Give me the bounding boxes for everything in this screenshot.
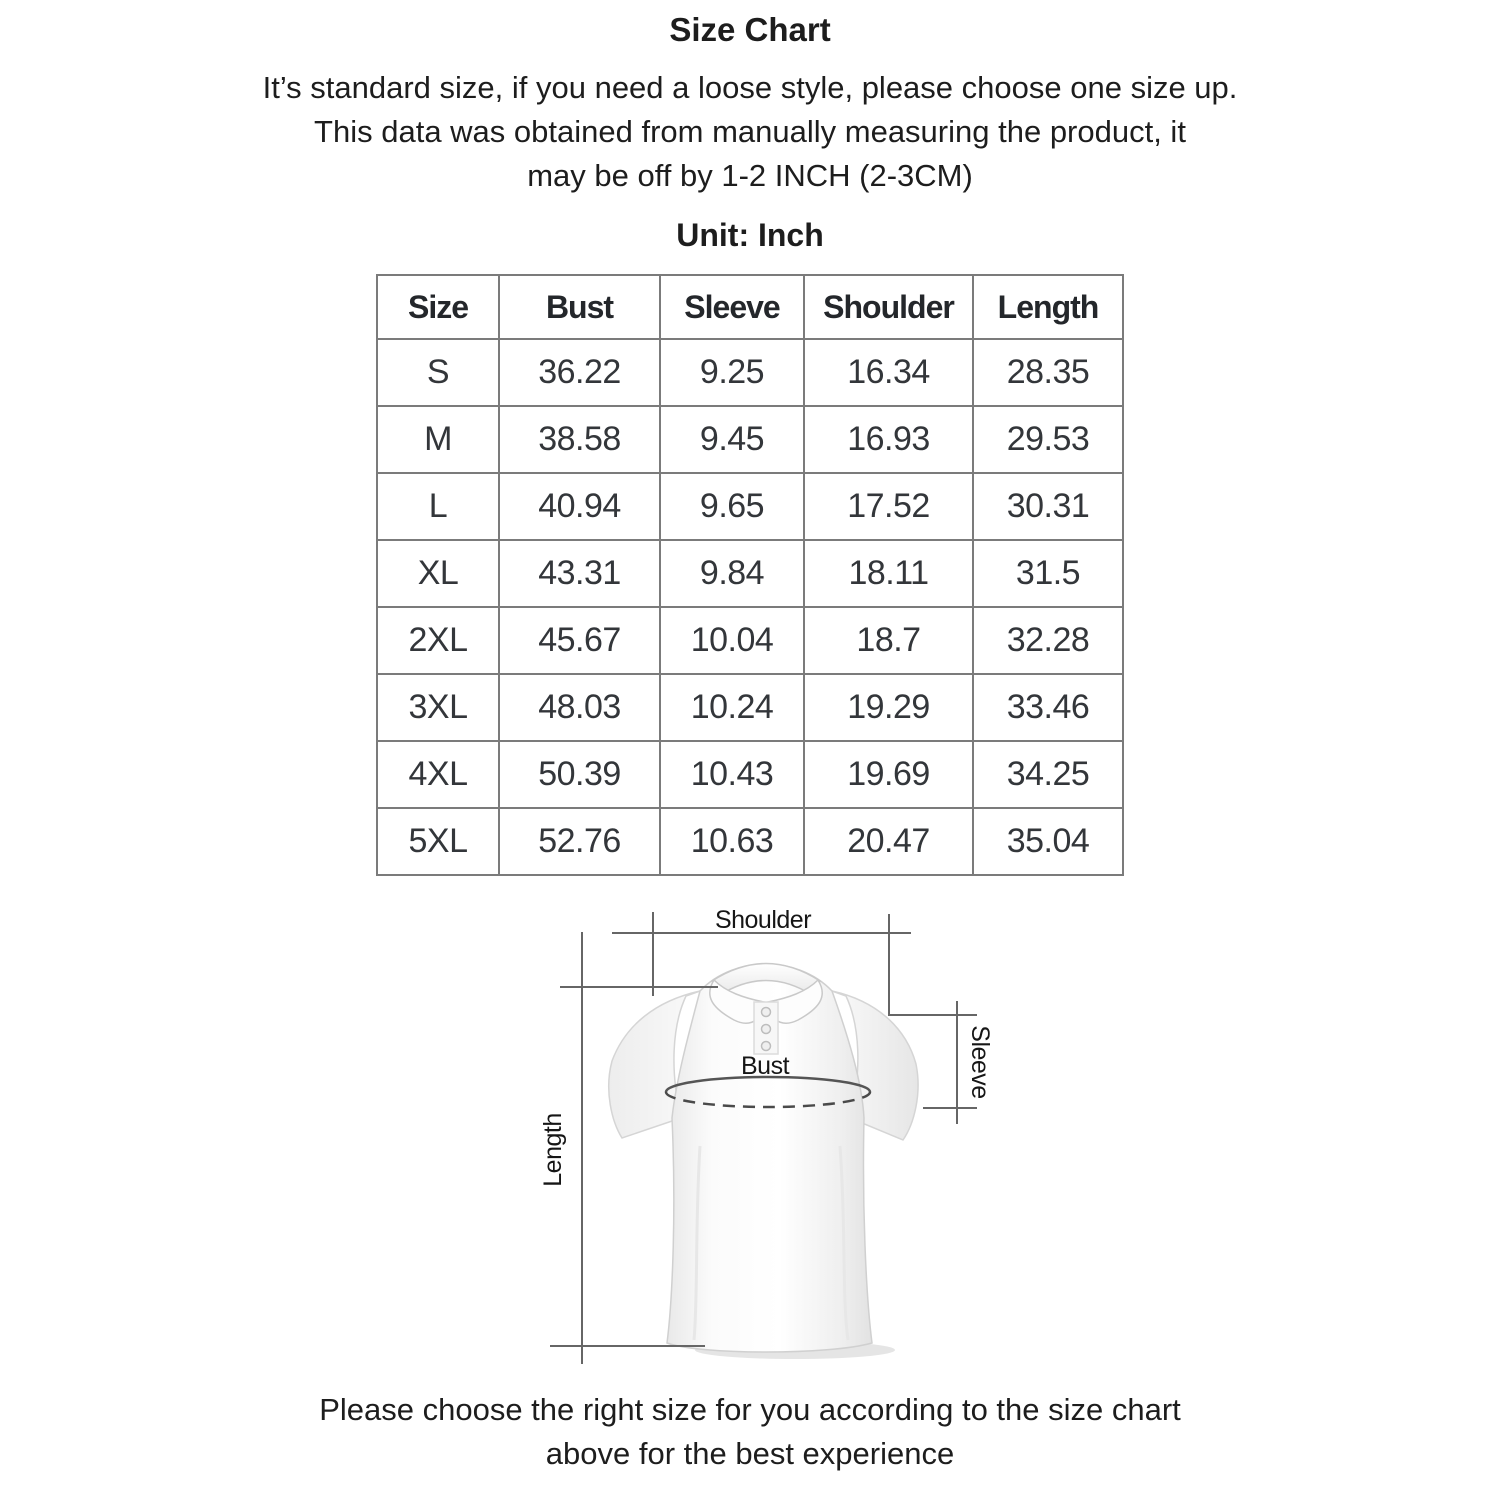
size-cell: S <box>377 339 499 406</box>
size-table <box>376 274 1124 876</box>
value-cell: 16.34 <box>804 339 973 406</box>
value-cell: 33.46 <box>973 674 1123 741</box>
table-row <box>377 406 1123 473</box>
table-row <box>377 741 1123 808</box>
size-note-line: It’s standard size, if you need a loose style, please choose one size up. <box>262 70 1238 105</box>
value-cell: 28.35 <box>973 339 1123 406</box>
table-row <box>377 473 1123 540</box>
column-header: Size <box>377 275 499 339</box>
column-header: Length <box>973 275 1123 339</box>
table-row <box>377 808 1123 875</box>
value-cell: 18.7 <box>804 607 973 674</box>
value-cell: 45.67 <box>499 607 660 674</box>
value-cell: 48.03 <box>499 674 660 741</box>
value-cell: 9.25 <box>660 339 804 406</box>
value-cell: 50.39 <box>499 741 660 808</box>
column-header: Sleeve <box>660 275 804 339</box>
shirt-button <box>762 1008 771 1017</box>
value-cell: 10.24 <box>660 674 804 741</box>
size-cell: 5XL <box>377 808 499 875</box>
shoulder-label: Shoulder <box>714 906 812 934</box>
size-cell: XL <box>377 540 499 607</box>
size-note <box>0 66 1500 198</box>
value-cell: 9.45 <box>660 406 804 473</box>
value-cell: 30.31 <box>973 473 1123 540</box>
value-cell: 36.22 <box>499 339 660 406</box>
value-cell: 9.65 <box>660 473 804 540</box>
footer-note-line: Please choose the right size for you according to the size chart <box>319 1392 1181 1427</box>
value-cell: 52.76 <box>499 808 660 875</box>
size-cell: M <box>377 406 499 473</box>
value-cell: 34.25 <box>973 741 1123 808</box>
size-cell: L <box>377 473 499 540</box>
page-title: Size Chart <box>669 11 831 48</box>
value-cell: 43.31 <box>499 540 660 607</box>
value-cell: 38.58 <box>499 406 660 473</box>
footer-note <box>0 1388 1500 1476</box>
value-cell: 10.04 <box>660 607 804 674</box>
table-row <box>377 339 1123 406</box>
value-cell: 18.11 <box>804 540 973 607</box>
measurement-diagram <box>525 894 1015 1374</box>
polo-shirt-illustration <box>525 894 1015 1374</box>
table-row <box>377 607 1123 674</box>
size-note-line: may be off by 1-2 INCH (2-3CM) <box>527 158 973 193</box>
value-cell: 9.84 <box>660 540 804 607</box>
sleeve-label: Sleeve <box>966 1025 994 1099</box>
size-table-body <box>377 339 1123 875</box>
size-table-header <box>377 275 1123 339</box>
value-cell: 10.43 <box>660 741 804 808</box>
value-cell: 17.52 <box>804 473 973 540</box>
value-cell: 31.5 <box>973 540 1123 607</box>
column-header: Bust <box>499 275 660 339</box>
size-cell: 4XL <box>377 741 499 808</box>
size-cell: 3XL <box>377 674 499 741</box>
table-row <box>377 674 1123 741</box>
column-header: Shoulder <box>804 275 973 339</box>
size-cell: 2XL <box>377 607 499 674</box>
length-label: Length <box>539 1113 567 1187</box>
size-note-line: This data was obtained from manually measuring the product, it <box>314 114 1186 149</box>
bust-label: Bust <box>740 1052 790 1080</box>
value-cell: 29.53 <box>973 406 1123 473</box>
value-cell: 20.47 <box>804 808 973 875</box>
shirt-button <box>762 1025 771 1034</box>
table-row <box>377 540 1123 607</box>
value-cell: 40.94 <box>499 473 660 540</box>
value-cell: 19.29 <box>804 674 973 741</box>
value-cell: 35.04 <box>973 808 1123 875</box>
footer-note-line: above for the best experience <box>545 1436 955 1471</box>
value-cell: 32.28 <box>973 607 1123 674</box>
value-cell: 16.93 <box>804 406 973 473</box>
header-row <box>377 275 1123 339</box>
value-cell: 10.63 <box>660 808 804 875</box>
shirt-button <box>762 1042 771 1051</box>
value-cell: 19.69 <box>804 741 973 808</box>
unit-label: Unit: Inch <box>676 217 824 253</box>
